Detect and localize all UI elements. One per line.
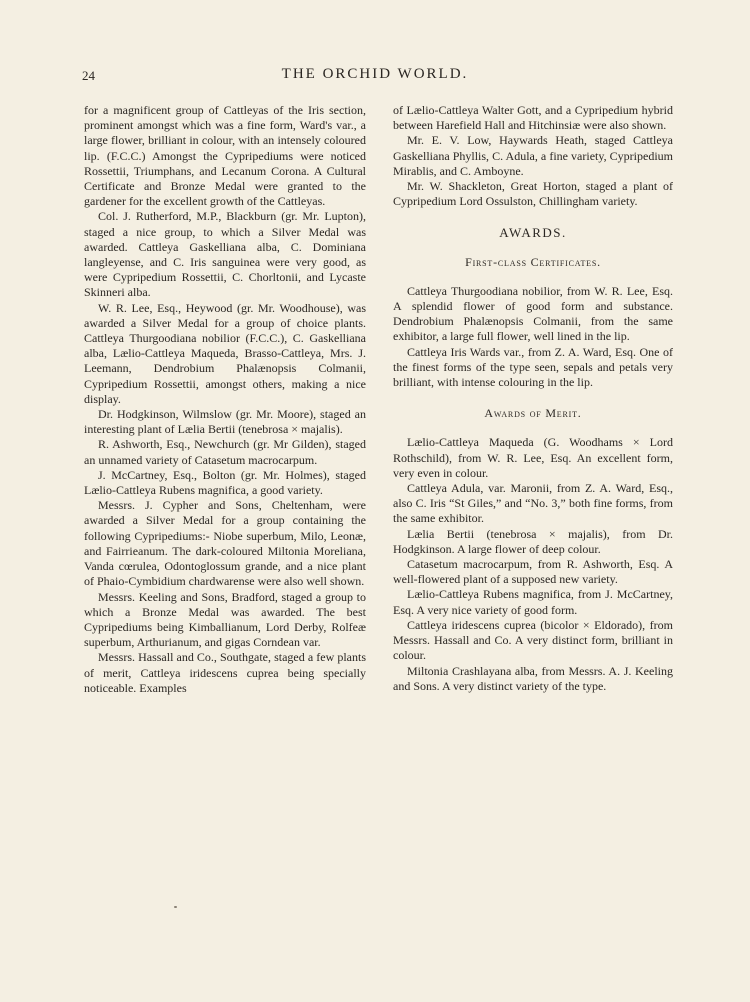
- paragraph: Messrs. Hassall and Co., Southgate, staged a few plants of merit, Cattleya iridescens cuprea being specially noticeable. Examples: [84, 650, 366, 695]
- paragraph: Mr. W. Shackleton, Great Horton, staged a plant of Cypripedium Lord Ossulston, Chillingham variety.: [393, 179, 673, 209]
- paragraph: for a magnificent group of Cattleyas of the Iris section, prominent amongst which was a fine form, Ward's var., a large flower, brilliant in colour, with an intensely coloured lip. (F.C.C.) Amongst the Cypripediums were noticed Rossettii, Triumphans, and Lecanum Corona. A Cultural Certificate and Bronze Medal were granted to the gardener for the excellent growth of the Cattleyas.: [84, 103, 366, 209]
- paragraph: R. Ashworth, Esq., Newchurch (gr. Mr Gilden), staged an unnamed variety of Catasetum macrocarpum.: [84, 437, 366, 467]
- paragraph: Messrs. Keeling and Sons, Bradford, staged a group to which a Bronze Medal was awarded. The best Cypripediums being Kimballianum, Lord Derby, Rolfeæ superbum, Arthurianum, and gigas Corndean var.: [84, 589, 366, 650]
- paragraph: Messrs. J. Cypher and Sons, Cheltenham, were awarded a Silver Medal for a group containing the following Cypripediums:- Niobe superbum, Milo, Leonæ, and Fairrieanum. The dark-coloured Miltonia Moreliana, Vanda cœrulea, Odontoglossum grande, and a nice plant of Phaio-Cymbidium chardwarense were also well shown.: [84, 498, 366, 589]
- merit-entry: Catasetum macrocarpum, from R. Ashworth, Esq. A well-flowered plant of a supposed new variety.: [393, 557, 673, 587]
- page-header: [0, 64, 750, 88]
- right-column: [393, 103, 673, 694]
- right-column-intro: [393, 103, 673, 209]
- merit-entry: Lælia Bertii (tenebrosa × majalis), from Dr. Hodgkinson. A large flower of deep colour.: [393, 526, 673, 556]
- merit-heading: Awards of Merit.: [484, 406, 582, 421]
- paragraph: Dr. Hodgkinson, Wilmslow (gr. Mr. Moore), staged an interesting plant of Lælia Bertii (tenebrosa × majalis).: [84, 407, 366, 437]
- running-title: THE ORCHID WORLD.: [281, 66, 469, 82]
- merit-entry: Lælio-Cattleya Rubens magnifica, from J. McCartney, Esq. A very nice variety of good form.: [393, 587, 673, 617]
- left-column: [84, 103, 366, 696]
- merit-entry: Miltonia Crashlayana alba, from Messrs. A. J. Keeling and Sons. A very distinct variety of the type.: [393, 663, 673, 693]
- first-class-heading: First-class Certificates.: [465, 254, 601, 269]
- paragraph: J. McCartney, Esq., Bolton (gr. Mr. Holmes), staged Lælio-Cattleya Rubens magnifica, a good variety.: [84, 467, 366, 498]
- merit-list: [393, 435, 673, 693]
- print-speck: [174, 906, 177, 908]
- certificate-entry: Cattleya Iris Wards var., from Z. A. Ward, Esq. One of the finest forms of the type seen, sepals and petals very brilliant, with intense colouring in the lip.: [393, 344, 673, 390]
- paragraph: Col. J. Rutherford, M.P., Blackburn (gr. Mr. Lupton), staged a nice group, to which a Silver Medal was awarded. Cattleya Gaskelliana alba, C. Dominiana langleyense, and C. Iris sanguinea were very good, as were Cypripedium Rossettii, C. Chorltonii, and Lycaste Skinneri alba.: [84, 209, 366, 300]
- merit-entry: Cattleya Adula, var. Maronii, from Z. A. Ward, Esq., also C. Iris “St Giles,” and “No. 3,” both fine forms, from the same exhibitor.: [393, 481, 673, 526]
- paragraph: Mr. E. V. Low, Haywards Heath, staged Cattleya Gaskelliana Phyllis, C. Adula, a fine variety, Cypripedium Mirablis, and C. Amboyne.: [393, 133, 673, 178]
- first-class-list: [393, 284, 673, 390]
- awards-heading: AWARDS.: [499, 225, 567, 241]
- paragraph: W. R. Lee, Esq., Heywood (gr. Mr. Woodhouse), was awarded a Silver Medal for a group of choice plants. Cattleya Thurgoodiana nobilior (F.C.C.), C. Gaskelliana alba, Lælio-Cattleya Maqueda, Brasso-Cattleya, Mrs. J. Leemann, Dendrobium Phalænopsis Colmanii, Cypripedium Rossettii, amongst others, making a nice display.: [84, 300, 366, 406]
- merit-entry: Cattleya iridescens cuprea (bicolor × Eldorado), from Messrs. Hassall and Co. A very distinct form, brilliant in colour.: [393, 617, 673, 663]
- page-number: 24: [82, 68, 95, 83]
- paragraph: of Lælio-Cattleya Walter Gott, and a Cypripedium hybrid between Harefield Hall and Hitchinsiæ were also shown.: [393, 103, 673, 133]
- certificate-entry: Cattleya Thurgoodiana nobilior, from W. R. Lee, Esq. A splendid flower of good form and substance. Dendrobium Phalænopsis Colmanii, from the same exhibitor, a large full flower, well lined in the lip.: [393, 283, 673, 344]
- merit-entry: Lælio-Cattleya Maqueda (G. Woodhams × Lord Rothschild), from W. R. Lee, Esq. An excellent form, very even in colour.: [393, 435, 673, 480]
